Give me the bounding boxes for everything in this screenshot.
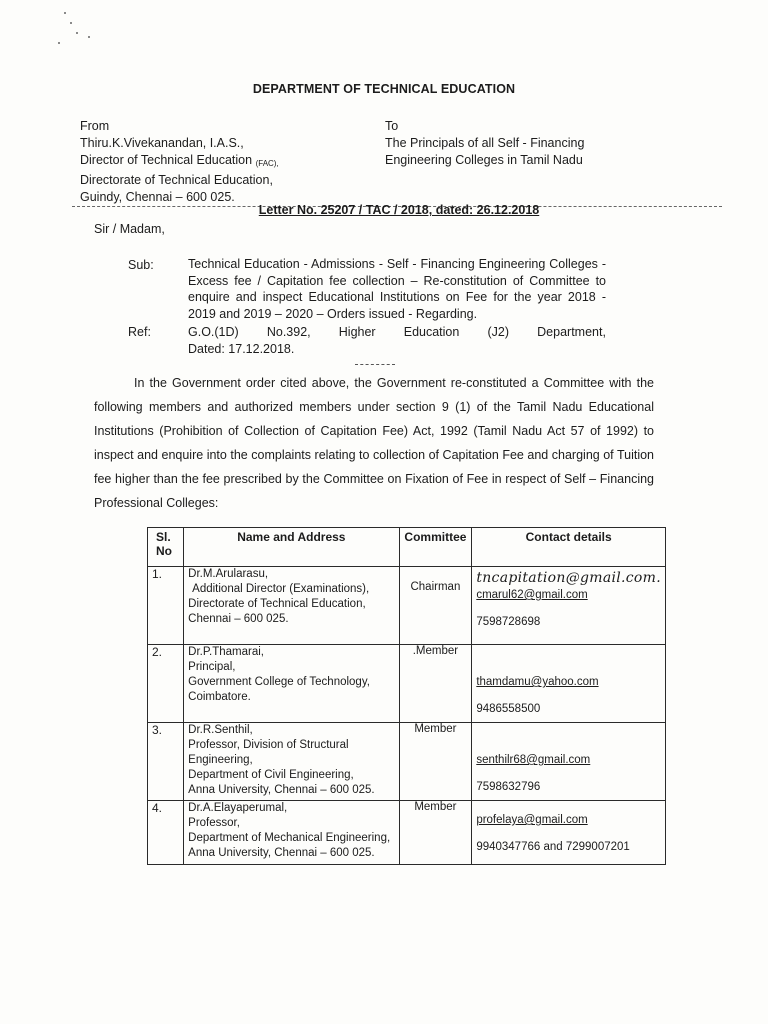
header-sl-no: Sl. No <box>148 528 184 567</box>
recipient-line-1: The Principals of all Self - Financing <box>385 136 585 150</box>
subject-text: Technical Education - Admissions - Self - Financing Engineering Colleges - Excess fee / Capitation fee collection – Re-constitution of Committee to enquire and inspect Educational Institutions on Fee for the year 2018 - 2019 and 2019 – 2020 – Orders issued - Regarding. <box>188 257 606 321</box>
sender-name: Thiru.K.Vivekanandan, I.A.S., <box>80 136 244 150</box>
phone-number: 9486558500 <box>476 703 541 715</box>
reference-line-1: G.O.(1D) No.392, Higher Education (J2) Department, <box>188 325 606 339</box>
phone-number: 9940347766 and 7299007201 <box>476 841 630 853</box>
scan-speck <box>76 32 78 34</box>
member-name: Dr.A.Elayaperumal, <box>188 802 288 814</box>
scan-speck <box>58 42 60 44</box>
sender-designation: Director of Technical Education (FAC), <box>80 153 279 168</box>
sender-office: Directorate of Technical Education, <box>80 173 273 187</box>
scan-speck <box>88 36 90 38</box>
member-name: Dr.M.Arularasu, <box>188 568 269 580</box>
scan-speck <box>70 22 72 24</box>
row-number: 2. <box>148 645 184 723</box>
table-header-row <box>148 528 666 567</box>
reference-line-2: Dated: 17.12.2018. <box>188 342 295 356</box>
letter-number: Letter No. 25207 / TAC / 2018, dated: 26.12.2018 <box>258 203 540 217</box>
member-name-address: Dr.M.Arularasu, Additional Director (Examinations), Directorate of Technical Education, Chennai – 600 025. <box>184 567 399 645</box>
header-committee: Committee <box>399 528 472 567</box>
email-link[interactable]: senthilr68@gmail.com <box>476 754 591 766</box>
table-row <box>148 567 666 645</box>
row-number: 3. <box>148 723 184 801</box>
subject-label: Sub: <box>128 258 154 272</box>
section-divider <box>355 364 395 365</box>
recipient-line-2: Engineering Colleges in Tamil Nadu <box>385 153 583 167</box>
scan-speck <box>64 12 66 14</box>
table-row <box>148 645 666 723</box>
from-block <box>80 118 279 206</box>
member-name-address: Dr.A.Elayaperumal, Professor, Department of Mechanical Engineering, Anna University, Chennai – 600 025. <box>184 801 399 865</box>
email-link[interactable]: cmarul62@gmail.com <box>476 589 588 601</box>
phone-number: 7598632796 <box>476 781 541 793</box>
contact-details <box>472 645 666 723</box>
row-number: 4. <box>148 801 184 865</box>
document-title: DEPARTMENT OF TECHNICAL EDUCATION <box>252 82 516 96</box>
contact-details <box>472 567 666 645</box>
member-name-address: Dr.R.Senthil, Professor, Division of Structural Engineering, Department of Civil Engineering, Anna University, Chennai – 600 025. <box>184 723 399 801</box>
member-name: Dr.P.Thamarai, <box>188 646 265 658</box>
table-row <box>148 801 666 865</box>
row-number: 1. <box>148 567 184 645</box>
reference-label: Ref: <box>128 325 151 339</box>
email-link[interactable]: profelaya@gmail.com <box>476 814 588 826</box>
to-block <box>385 118 584 169</box>
header-contact: Contact details <box>472 528 666 567</box>
from-label: From <box>80 119 110 133</box>
handwritten-email: tncapitation@gmail.com. <box>476 570 661 586</box>
member-name-address: Dr.P.Thamarai, Principal, Government College of Technology, Coimbatore. <box>184 645 399 723</box>
body-paragraph: In the Government order cited above, the Government re-constituted a Committee with the following members and authorized members under section 9 (1) of the Tamil Nadu Educational Institutions (Prohibition of Collection of Capitation Fee) Act, 1992 (Tamil Nadu Act 57 of 1992) to inspect and enquire into the complaints relating to collection of Capitation Fee and charging of Tuition fee higher than the fee prescribed by the Committee on Fixation of Fee in respect of Self – Financing Professional Colleges: <box>94 376 654 510</box>
salutation: Sir / Madam, <box>94 222 165 236</box>
table-row <box>148 723 666 801</box>
email-link[interactable]: thamdamu@yahoo.com <box>476 676 599 688</box>
to-label: To <box>385 119 399 133</box>
committee-role: Chairman <box>399 567 472 645</box>
contact-details <box>472 801 666 865</box>
member-name: Dr.R.Senthil, <box>188 724 253 736</box>
sender-address: Guindy, Chennai – 600 025. <box>80 190 235 204</box>
committee-members-table <box>147 527 666 865</box>
phone-number: 7598728698 <box>476 616 541 628</box>
contact-details <box>472 723 666 801</box>
header-name-address: Name and Address <box>184 528 399 567</box>
committee-role: Member <box>399 723 472 801</box>
committee-role: .Member <box>399 645 472 723</box>
committee-role: Member <box>399 801 472 865</box>
